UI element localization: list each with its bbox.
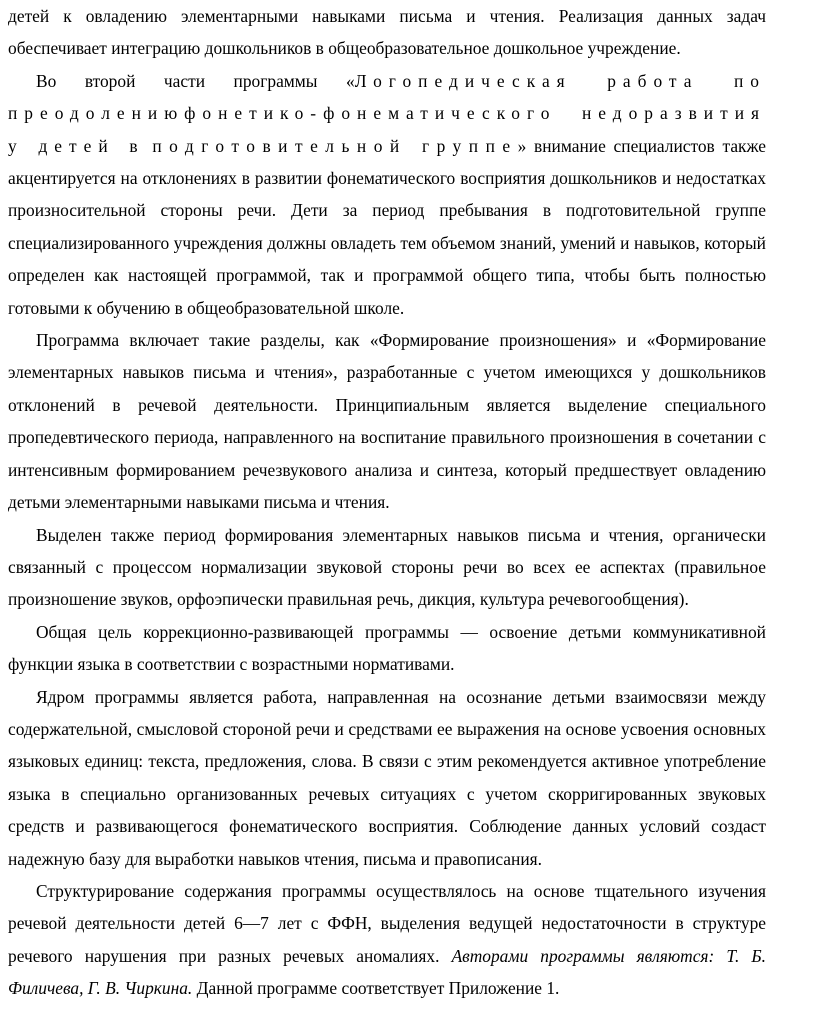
paragraph-text: Структурирование содержания программы осуществлялось на основе тщательного изучения речевой деятельности детей 6—7 лет с ФФН, выделения ведущей недостаточности в структуре речевого нарушения при разных речевых аномалиях. bbox=[8, 880, 766, 966]
document-page bbox=[8, 0, 766, 1005]
paragraph-period bbox=[8, 519, 766, 616]
paragraph-text: Выделен также период формирования элементарных навыков письма и чтения, органически связанный с процессом нормализации звуковой стороны речи во всех ее аспектах (правильное произношение звуков, орфоэпически правильная речь, дикция, культура речевогообщения). bbox=[8, 524, 766, 610]
paragraph-text: Программа включает такие разделы, как «Формирование произношения» и «Формирование элементарных навыков письма и чтения», разработанные с учетом имеющихся у дошкольников отклонений в речевой деятельности. Принципиальным является выделение специального пропедевтического периода, направленного на воспитание правильного произношения в сочетании с интенсивным формированием речезвукового анализа и синтеза, который предшествует овладению детьми элементарными навыками письма и чтения. bbox=[8, 330, 766, 513]
paragraph-lead: Во второй части программы « bbox=[36, 70, 355, 91]
paragraph-text: Ядром программы является работа, направленная на осознание детьми взаимосвязи между содержательной, смысловой стороной речи и средствами ее выражения на основе усвоения основных языковых единиц: текста, предложения, слова. В связи с этим рекомендуется активное употребление языка в специально организованных речевых ситуациях с учетом скорригированных звуковых средств и развивающегося фонематического восприятия. Соблюдение данных условий создаст надежную базу для выработки навыков чтения, письма и правописания. bbox=[8, 686, 766, 869]
authors-italic: Авторами программы являются: Т. Б. Филичева, Г. В. Чиркина. bbox=[8, 945, 766, 999]
paragraph-structuring bbox=[8, 875, 766, 1005]
paragraph-program-core bbox=[8, 681, 766, 875]
paragraph-program-sections bbox=[8, 324, 766, 518]
paragraph-text: детей к овладению элементарными навыками письма и чтения. Реализация данных задач обеспечивает интеграцию дошкольников в общеобразовательное дошкольное учреждение. bbox=[8, 6, 766, 59]
paragraph-text: Общая цель коррекционно-развивающей программы — освоение детьми коммуникативной функции языка в соответствии с возрастными нормативами. bbox=[8, 621, 766, 675]
paragraph-general-goal bbox=[8, 616, 766, 681]
program-title-spaced-end: подготовительной группе bbox=[152, 135, 518, 156]
paragraph-program-part-two bbox=[8, 65, 766, 324]
paragraph-continuation bbox=[8, 0, 766, 65]
appendix-reference: Данной программе соответствует Приложение 1. bbox=[192, 978, 560, 999]
paragraph-body: » внимание специалистов также акцентируется на отклонениях в развитии фонематического восприятия дошкольников и недостатках произносительной стороны речи. Дети за период пребывания в подготовительной группе специализированного учреждения должны овладеть тем объемом знаний, умений и навыков, который определен как настоящей программой, так и программой общего типа, чтобы быть полностью готовыми к обучению в общеобразовательной школе. bbox=[8, 135, 767, 318]
program-title-spaced: Логопедическая работа по преодолениюфонетико-фонематического недоразвития у детей в bbox=[8, 70, 766, 156]
